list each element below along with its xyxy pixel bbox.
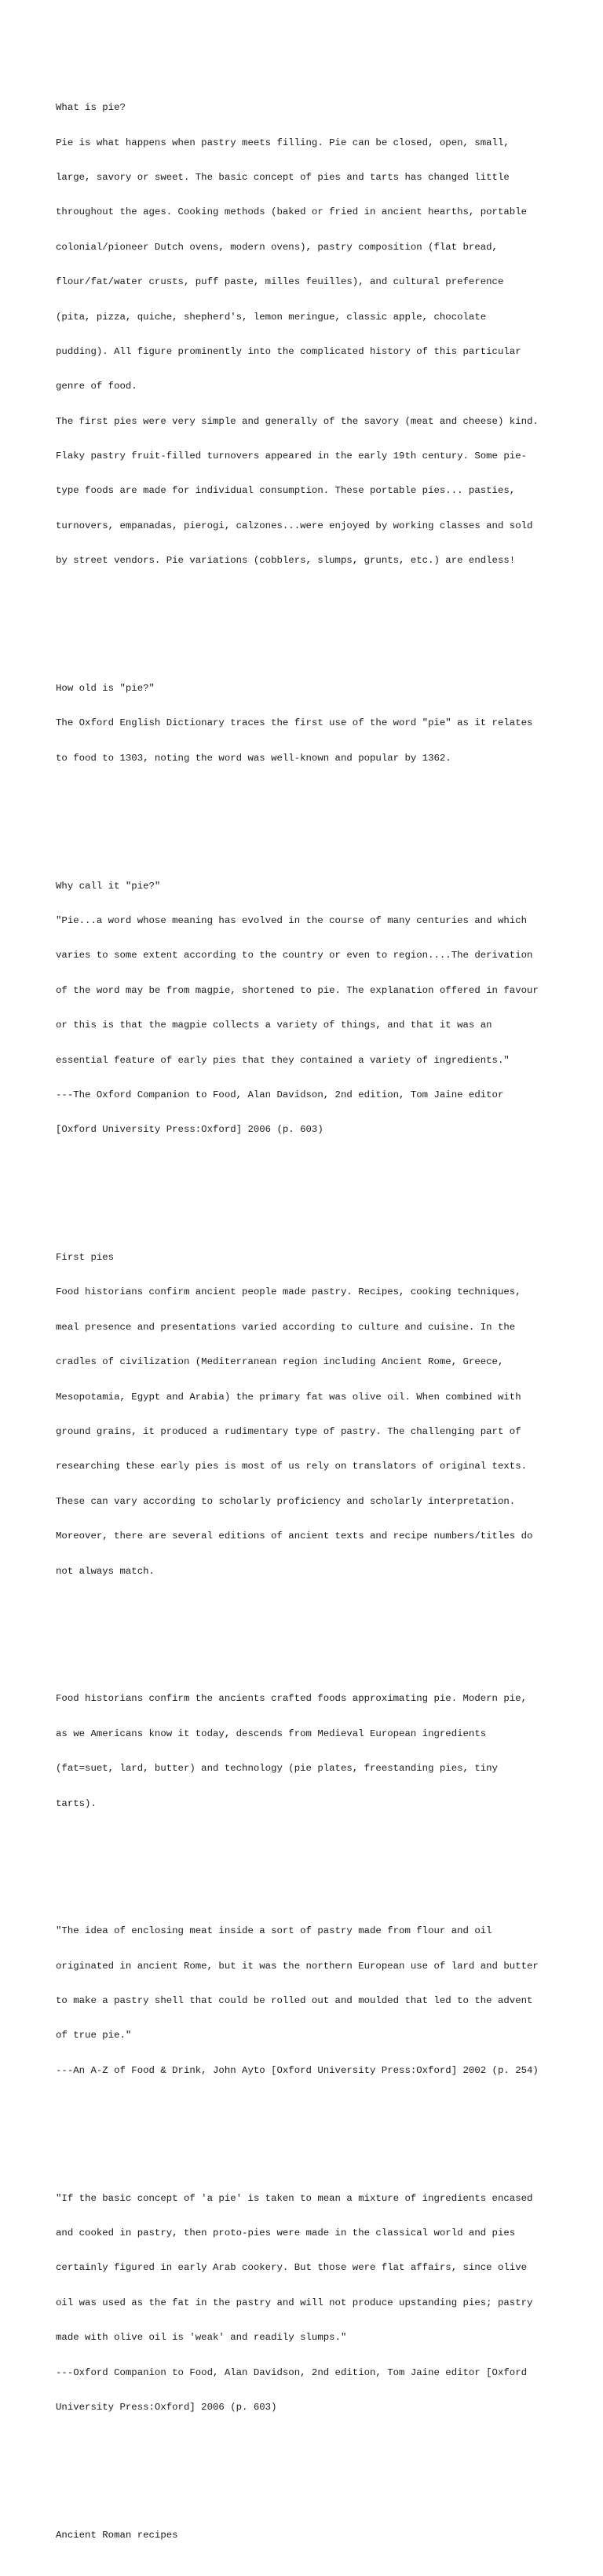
quote-line: of the word may be from magpie, shortened to pie. The explanation offered in favour	[56, 984, 539, 996]
citation-line: University Press:Oxford] 2006 (p. 603)	[56, 2401, 277, 2413]
quote-davidson	[56, 2169, 558, 2436]
text-line: turnovers, empanadas, pierogi, calzones...were enjoyed by working classes and sold	[56, 520, 533, 531]
text-line: cradles of civilization (Mediterranean region including Ancient Rome, Greece,	[56, 1356, 504, 1368]
quote-line: oil was used as the fat in the pastry and will not produce upstanding pies; pastry	[56, 2297, 533, 2308]
quote-line: essential feature of early pies that they contained a variety of ingredients."	[56, 1054, 510, 1066]
paragraph-gap	[56, 1856, 558, 1868]
quote-line: "The idea of enclosing meat inside a sort of pastry made from flour and oil	[56, 1925, 492, 1937]
paragraph-modern-pie	[56, 1670, 558, 1833]
text-line: by street vendors. Pie variations (cobblers, slumps, grunts, etc.) are endless!	[56, 555, 516, 567]
citation-line: ---Oxford Companion to Food, Alan Davidson, 2nd edition, Tom Jaine editor [Oxford	[56, 2366, 528, 2378]
quote-line: "Pie...a word whose meaning has evolved in the course of many centuries and which	[56, 914, 528, 926]
quote-line: of true pie."	[56, 2030, 132, 2041]
text-line: The Oxford English Dictionary traces the first use of the word "pie" as it relates	[56, 717, 533, 729]
paragraph-gap	[56, 811, 558, 823]
section-ancient-roman-recipes	[56, 2506, 558, 2564]
section-what-is-pie	[56, 79, 558, 590]
text-line: Pie is what happens when pastry meets filling. Pie can be closed, open, small,	[56, 137, 510, 148]
text-line: These can vary according to scholarly proficiency and scholarly interpretation.	[56, 1495, 516, 1507]
section-why-call-it-pie	[56, 857, 558, 1159]
text-line: ground grains, it produced a rudimentary type of pastry. The challenging part of	[56, 1426, 521, 1438]
text-line: researching these early pies is most of us rely on translators of original texts.	[56, 1461, 528, 1472]
section-how-old	[56, 659, 558, 787]
text-line: tarts).	[56, 1797, 97, 1809]
quote-line: varies to some extent according to the country or even to region....The derivation	[56, 950, 533, 961]
heading-ancient-roman-recipes: Ancient Roman recipes	[56, 2529, 178, 2541]
text-line: type foods are made for individual consumption. These portable pies... pasties,	[56, 485, 516, 497]
text-line: as we Americans know it today, descends from Medieval European ingredients	[56, 1728, 487, 1739]
text-line: Food historians confirm ancient people made pastry. Recipes, cooking techniques,	[56, 1286, 521, 1298]
text-line: throughout the ages. Cooking methods (baked or fried in ancient hearths, portable	[56, 206, 528, 218]
text-line: Mesopotamia, Egypt and Arabia) the primary fat was olive oil. When combined with	[56, 1391, 521, 1403]
text-line: meal presence and presentations varied according to culture and cuisine. In the	[56, 1321, 516, 1333]
quote-line: and cooked in pastry, then proto-pies were made in the classical world and pies	[56, 2228, 516, 2239]
quote-ayto	[56, 1903, 558, 2100]
text-line: Food historians confirm the ancients crafted foods approximating pie. Modern pie,	[56, 1693, 528, 1705]
text-line: genre of food.	[56, 381, 137, 392]
quote-line: to make a pastry shell that could be rolled out and moulded that led to the advent	[56, 1995, 533, 2007]
heading-first-pies: First pies	[56, 1252, 115, 1264]
text-line: not always match.	[56, 1565, 155, 1577]
citation-line: ---The Oxford Companion to Food, Alan Davidson, 2nd edition, Tom Jaine editor	[56, 1089, 504, 1100]
paragraph-gap	[56, 2460, 558, 2472]
text-line: large, savory or sweet. The basic concept of pies and tarts has changed little	[56, 171, 510, 183]
quote-line: made with olive oil is 'weak' and readily slumps."	[56, 2332, 347, 2344]
paragraph-gap	[56, 2123, 558, 2135]
text-line: pudding). All figure prominently into the complicated history of this particular	[56, 345, 521, 357]
heading-why-call-it-pie: Why call it "pie?"	[56, 880, 161, 892]
quote-line: originated in ancient Rome, but it was the northern European use of lard and butter	[56, 1960, 539, 1972]
quote-line: certainly figured in early Arab cookery. But those were flat affairs, since olive	[56, 2262, 528, 2274]
paragraph-gap	[56, 613, 558, 625]
quote-line: "If the basic concept of 'a pie' is taken to mean a mixture of ingredients encased	[56, 2192, 533, 2204]
text-line: The first pies were very simple and generally of the savory (meat and cheese) kind.	[56, 415, 539, 427]
text-line: to food to 1303, noting the word was well-known and popular by 1362.	[56, 752, 451, 764]
text-line: flour/fat/water crusts, puff paste, milles feuilles), and cultural preference	[56, 276, 504, 288]
text-line: (fat=suet, lard, butter) and technology (pie plates, freestanding pies, tiny	[56, 1763, 498, 1775]
citation-line: [Oxford University Press:Oxford] 2006 (p. 603)	[56, 1124, 323, 1136]
paragraph-gap	[56, 1182, 558, 1194]
heading-what-is-pie: What is pie?	[56, 102, 126, 114]
document-body	[56, 56, 558, 2576]
heading-how-old: How old is "pie?"	[56, 683, 155, 695]
text-line: Moreover, there are several editions of ancient texts and recipe numbers/titles do	[56, 1531, 533, 1542]
section-first-pies	[56, 1228, 558, 1600]
text-line: colonial/pioneer Dutch ovens, modern ovens), pastry composition (flat bread,	[56, 241, 498, 253]
quote-line: or this is that the magpie collects a variety of things, and that it was an	[56, 1020, 492, 1031]
paragraph-gap	[56, 1624, 558, 1636]
text-line: (pita, pizza, quiche, shepherd's, lemon meringue, classic apple, chocolate	[56, 311, 487, 323]
citation-line: ---An A-Z of Food & Drink, John Ayto [Oxford University Press:Oxford] 2002 (p. 254)	[56, 2064, 539, 2076]
text-line: Flaky pastry fruit-filled turnovers appeared in the early 19th century. Some pie-	[56, 451, 528, 462]
